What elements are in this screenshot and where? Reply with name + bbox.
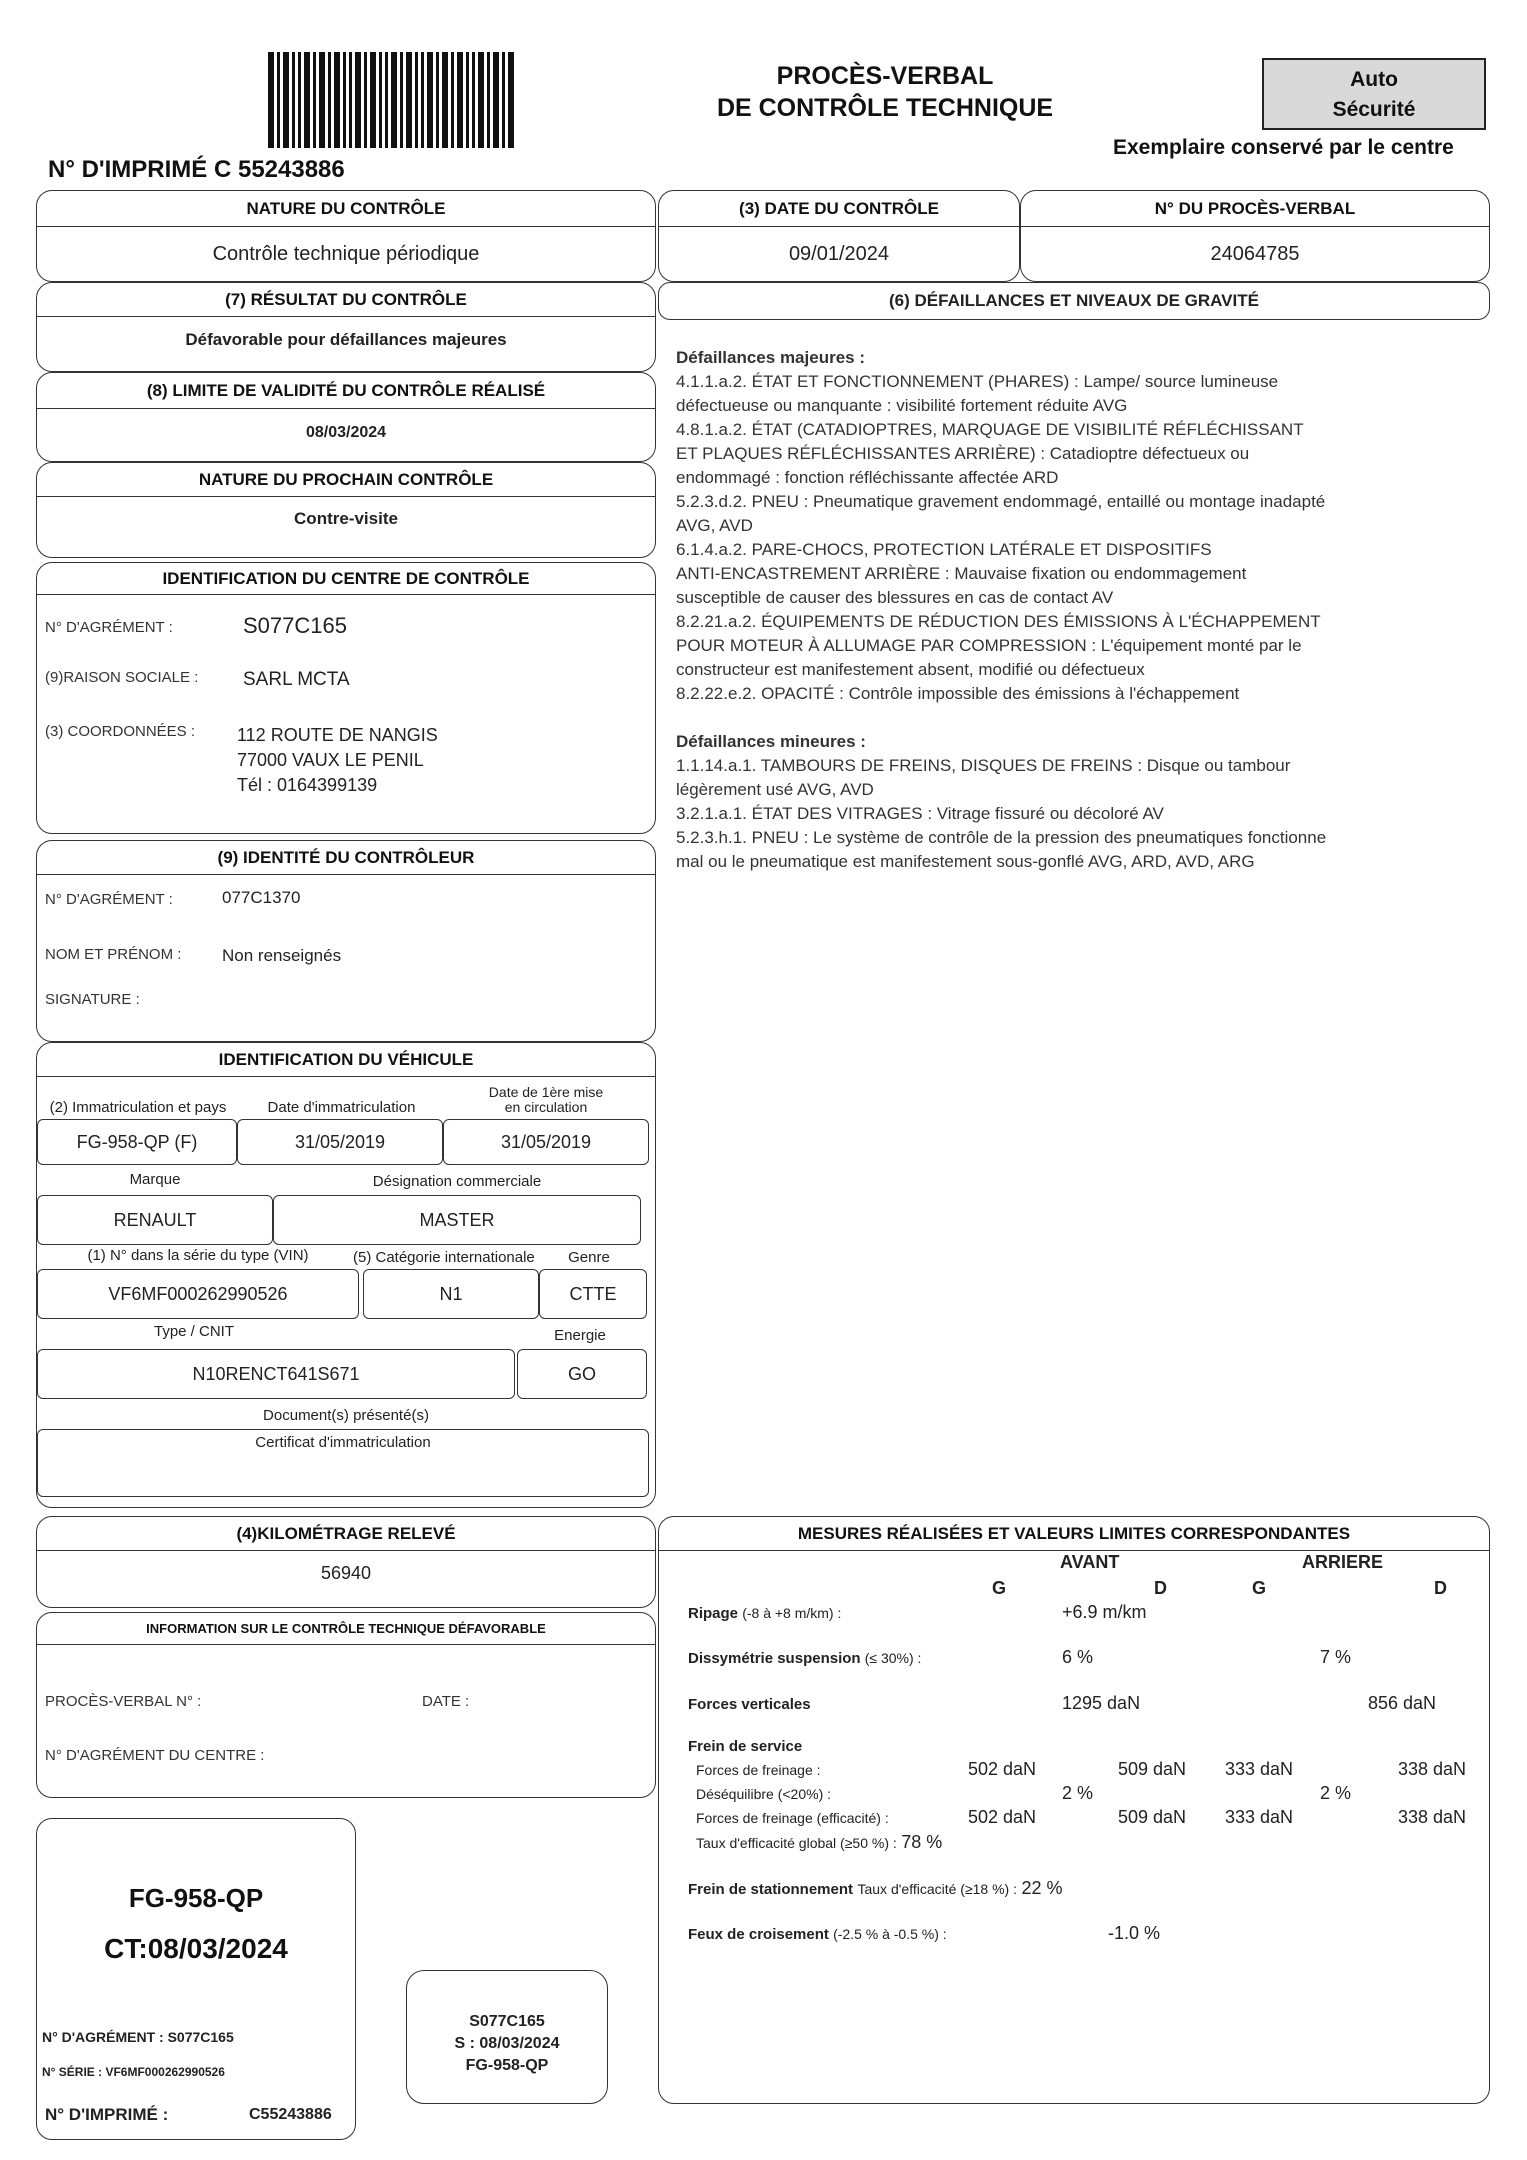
center-agrement-label: N° D'AGRÉMENT : [45, 619, 173, 636]
nature-label: NATURE DU CONTRÔLE [37, 191, 655, 227]
date-label: (3) DATE DU CONTRÔLE [659, 191, 1019, 227]
minor-line: légèrement usé AVG, AVD [676, 780, 874, 799]
cat-value: N1 [363, 1269, 539, 1319]
next-value: Contre-visite [294, 509, 398, 528]
sticker-small-box [406, 1970, 608, 2104]
major-line: susceptible de causer des blessures en cas de contact AV [676, 588, 1114, 607]
controleur-agrement-label: N° D'AGRÉMENT : [45, 891, 173, 908]
ff-ard: 338 daN [1398, 1759, 1467, 1779]
major-line: 8.2.22.e.2. OPACITÉ : Contrôle impossible des émissions à l'échappement [676, 684, 1240, 703]
ffe-arg: 333 daN [1225, 1807, 1294, 1827]
deseq-av: 2 % [1062, 1783, 1094, 1803]
center-coord-label: (3) COORDONNÉES : [45, 723, 196, 740]
controleur-label: (9) IDENTITÉ DU CONTRÔLEUR [37, 841, 655, 875]
date-box [658, 190, 1020, 282]
print-number: N° D'IMPRIMÉ C 55243886 [48, 156, 345, 183]
dissym-limit: (≤ 30%) : [864, 1650, 922, 1666]
controleur-agrement: 077C1370 [222, 888, 301, 907]
major-line: 4.1.1.a.2. ÉTAT ET FONCTIONNEMENT (PHARES) : Lampe/ source lumineuse [676, 372, 1279, 391]
center-address [237, 723, 438, 798]
center-agrement: S077C165 [243, 613, 347, 638]
controleur-box [36, 840, 656, 1042]
type-label: Type / CNIT [153, 1323, 235, 1340]
validity-value: 08/03/2024 [305, 424, 387, 441]
major-line: POUR MOTEUR À ALLUMAGE PAR COMPRESSION : L'équipement monté par le [676, 636, 1302, 655]
marque-value: RENAULT [37, 1195, 273, 1245]
signature-label: SIGNATURE : [45, 991, 140, 1008]
center-raison-label: (9)RAISON SOCIALE : [45, 669, 199, 686]
deseq-ar: 2 % [1320, 1783, 1352, 1803]
stat-row [688, 1878, 1062, 1899]
pv-label: N° DU PROCÈS-VERBAL [1021, 191, 1489, 227]
ffe-avg: 502 daN [968, 1807, 1037, 1827]
nature-box [36, 190, 656, 282]
brand-box [1262, 58, 1486, 130]
pv-box [1020, 190, 1490, 282]
validity-label: (8) LIMITE DE VALIDITÉ DU CONTRÔLE RÉALISÉ [37, 373, 655, 409]
avant-d-header: D [1154, 1578, 1167, 1598]
major-title: Défaillances majeures : [676, 348, 865, 367]
avant-g-header: G [992, 1578, 1007, 1598]
docs-value: Certificat d'immatriculation [37, 1429, 649, 1497]
date-first-label2: en circulation [504, 1099, 588, 1115]
info-box [36, 1612, 656, 1798]
frein-label: Frein de service [688, 1738, 803, 1755]
feux-label: Feux de croisement [688, 1926, 829, 1943]
forces-v-ar: 856 daN [1368, 1693, 1437, 1713]
type-value: N10RENCT641S671 [37, 1349, 515, 1399]
major-line: constructeur est manifestement absent, modifié ou défectueux [676, 660, 1145, 679]
info-date-label: DATE : [422, 1693, 470, 1710]
sticker-small-line3: FG-958-QP [465, 2057, 549, 2074]
dissym-ar: 7 % [1320, 1647, 1352, 1667]
stat-label: Frein de stationnement [688, 1881, 854, 1898]
major-line: ANTI-ENCASTREMENT ARRIÈRE : Mauvaise fixation ou endommagement [676, 564, 1247, 583]
doc-title [660, 60, 1110, 124]
ffe-avd: 509 daN [1118, 1807, 1187, 1827]
ripage-limit: (-8 à +8 m/km) : [742, 1605, 842, 1621]
controleur-nom-label: NOM ET PRÉNOM : [45, 946, 182, 963]
brand-line1: Auto [1350, 68, 1398, 91]
center-tel: Tél : 0164399139 [237, 775, 378, 795]
arriere-d-header: D [1434, 1578, 1447, 1598]
avant-header: AVANT [1060, 1552, 1120, 1572]
result-label: (7) RÉSULTAT DU CONTRÔLE [37, 283, 655, 317]
info-agrement-label: N° D'AGRÉMENT DU CENTRE : [45, 1747, 265, 1764]
major-line: 8.2.21.a.2. ÉQUIPEMENTS DE RÉDUCTION DES ÉMISSIONS À L'ÉCHAPPEMENT [676, 612, 1321, 631]
date-first-label1: Date de 1ère mise [488, 1084, 604, 1100]
measures-label: MESURES RÉALISÉES ET VALEURS LIMITES CORRESPONDANTES [659, 1517, 1489, 1551]
km-label: (4)KILOMÉTRAGE RELEVÉ [37, 1517, 655, 1551]
date-value: 09/01/2024 [788, 243, 890, 265]
energie-label: Energie [554, 1327, 606, 1344]
immat-label: (2) Immatriculation et pays [49, 1099, 227, 1116]
controleur-nom: Non renseignés [222, 946, 342, 965]
arriere-g-header: G [1252, 1578, 1267, 1598]
km-value: 56940 [320, 1563, 372, 1583]
sticker-serie: N° SÉRIE : VF6MF000262990526 [42, 2065, 225, 2079]
next-label: NATURE DU PROCHAIN CONTRÔLE [37, 463, 655, 497]
feux-limit: (-2.5 % à -0.5 %) : [833, 1926, 947, 1942]
sticker-small-line1: S077C165 [469, 2013, 545, 2030]
sticker-small-text [407, 2011, 607, 2077]
info-label: INFORMATION SUR LE CONTRÔLE TECHNIQUE DÉFAVORABLE [37, 1613, 655, 1645]
taux-label: Taux d'efficacité global (≥50 %) : [696, 1835, 897, 1851]
result-value: Défavorable pour défaillances majeures [185, 330, 507, 349]
immat-value: FG-958-QP (F) [37, 1119, 237, 1165]
center-label: IDENTIFICATION DU CENTRE DE CONTRÔLE [37, 563, 655, 595]
taux-value: 78 % [901, 1832, 943, 1852]
marque-label: Marque [129, 1171, 181, 1188]
ripage-row [688, 1605, 841, 1622]
minor-line: 5.2.3.h.1. PNEU : Le système de contrôle de la pression des pneumatiques fonctionne [676, 828, 1327, 847]
minor-line: 3.2.1.a.1. ÉTAT DES VITRAGES : Vitrage fissuré ou décoloré AV [676, 804, 1164, 823]
sticker-imprime: C55243886 [249, 2106, 332, 2123]
major-line: 4.8.1.a.2. ÉTAT (CATADIOPTRES, MARQUAGE DE VISIBILITÉ RÉFLÉCHISSANT [676, 420, 1304, 439]
doc-title-line1: PROCÈS-VERBAL [776, 62, 994, 90]
date-immat-value: 31/05/2019 [237, 1119, 443, 1165]
taux-row [696, 1832, 942, 1853]
dissym-label: Dissymétrie suspension [688, 1650, 861, 1667]
major-line: 6.1.4.a.2. PARE-CHOCS, PROTECTION LATÉRALE ET DISPOSITIFS [676, 540, 1212, 559]
stat-taux-label: Taux d'efficacité (≥18 %) : [857, 1881, 1017, 1897]
doc-title-line2: DE CONTRÔLE TECHNIQUE [716, 94, 1054, 122]
ffe-label: Forces de freinage (efficacité) : [696, 1810, 889, 1826]
sticker-imprime-label: N° D'IMPRIMÉ : [45, 2105, 169, 2124]
vin-value: VF6MF000262990526 [37, 1269, 359, 1319]
km-box [36, 1516, 656, 1608]
minor-line: mal ou le pneumatique est manifestement sous-gonflé AVG, ARD, AVD, ARG [676, 852, 1255, 871]
pv-value: 24064785 [1210, 243, 1300, 265]
arriere-header: ARRIERE [1302, 1552, 1384, 1572]
major-line: 5.2.3.d.2. PNEU : Pneumatique gravement endommagé, entaillé ou montage inadapté [676, 492, 1326, 511]
major-line: défectueuse ou manquante : visibilité fortement réduite AVG [676, 396, 1128, 415]
dissym-row [688, 1650, 921, 1667]
info-pv-label: PROCÈS-VERBAL N° : [45, 1693, 202, 1710]
sticker-box [36, 1818, 356, 2140]
center-addr2: 77000 VAUX LE PENIL [237, 750, 424, 770]
ripage-label: Ripage [688, 1605, 739, 1622]
ff-label: Forces de freinage : [696, 1762, 821, 1778]
center-raison: SARL MCTA [243, 669, 350, 690]
result-box [36, 282, 656, 372]
date-first-label [443, 1085, 649, 1115]
designation-label: Désignation commerciale [372, 1173, 542, 1190]
ffe-ard: 338 daN [1398, 1807, 1467, 1827]
vehicle-label: IDENTIFICATION DU VÉHICULE [37, 1043, 655, 1077]
date-first-value: 31/05/2019 [443, 1119, 649, 1165]
forces-v-label: Forces verticales [688, 1696, 811, 1713]
sticker-ct: CT:08/03/2024 [104, 1933, 288, 1964]
minor-line: 1.1.14.a.1. TAMBOURS DE FREINS, DISQUES DE FREINS : Disque ou tambour [676, 756, 1291, 775]
ff-avg: 502 daN [968, 1759, 1037, 1779]
ff-avd: 509 daN [1118, 1759, 1187, 1779]
deseq-label: Déséquilibre (<20%) : [696, 1786, 832, 1802]
cat-label: (5) Catégorie internationale [353, 1249, 535, 1266]
nature-value: Contrôle technique périodique [212, 243, 480, 265]
genre-label: Genre [568, 1249, 610, 1266]
copy-note: Exemplaire conservé par le centre [1113, 136, 1454, 159]
docs-label: Document(s) présenté(s) [263, 1407, 429, 1424]
designation-value: MASTER [273, 1195, 641, 1245]
validity-box [36, 372, 656, 462]
sticker-agrement: N° D'AGRÉMENT : S077C165 [42, 2029, 234, 2045]
defects-header-box [658, 282, 1490, 320]
center-box [36, 562, 656, 834]
ff-arg: 333 daN [1225, 1759, 1294, 1779]
ripage-value: +6.9 m/km [1062, 1602, 1147, 1622]
barcode [268, 52, 518, 148]
defects-label: (6) DÉFAILLANCES ET NIVEAUX DE GRAVITÉ [889, 291, 1259, 310]
sticker-small-line2: S : 08/03/2024 [454, 2035, 560, 2052]
vin-label: (1) N° dans la série du type (VIN) [87, 1247, 309, 1264]
center-addr1: 112 ROUTE DE NANGIS [237, 725, 438, 745]
major-line: ET PLAQUES RÉFLÉCHISSANTES ARRIÈRE) : Catadioptre défectueux ou [676, 444, 1250, 463]
sticker-plate: FG-958-QP [128, 1883, 264, 1913]
energie-value: GO [517, 1349, 647, 1399]
vehicle-box [36, 1042, 656, 1508]
defects-list [676, 346, 1476, 874]
forces-v-av: 1295 daN [1062, 1693, 1141, 1713]
stat-taux: 22 % [1021, 1878, 1063, 1898]
next-box [36, 462, 656, 558]
minor-title: Défaillances mineures : [676, 732, 866, 751]
brand-line2: Sécurité [1332, 98, 1416, 121]
feux-value: -1.0 % [1108, 1923, 1161, 1943]
dissym-av: 6 % [1062, 1647, 1094, 1667]
genre-value: CTTE [539, 1269, 647, 1319]
feux-row [688, 1926, 947, 1943]
major-line: endommagé : fonction réfléchissante affectée ARD [676, 468, 1059, 487]
date-immat-label: Date d'immatriculation [267, 1099, 416, 1116]
major-line: AVG, AVD [676, 516, 753, 535]
